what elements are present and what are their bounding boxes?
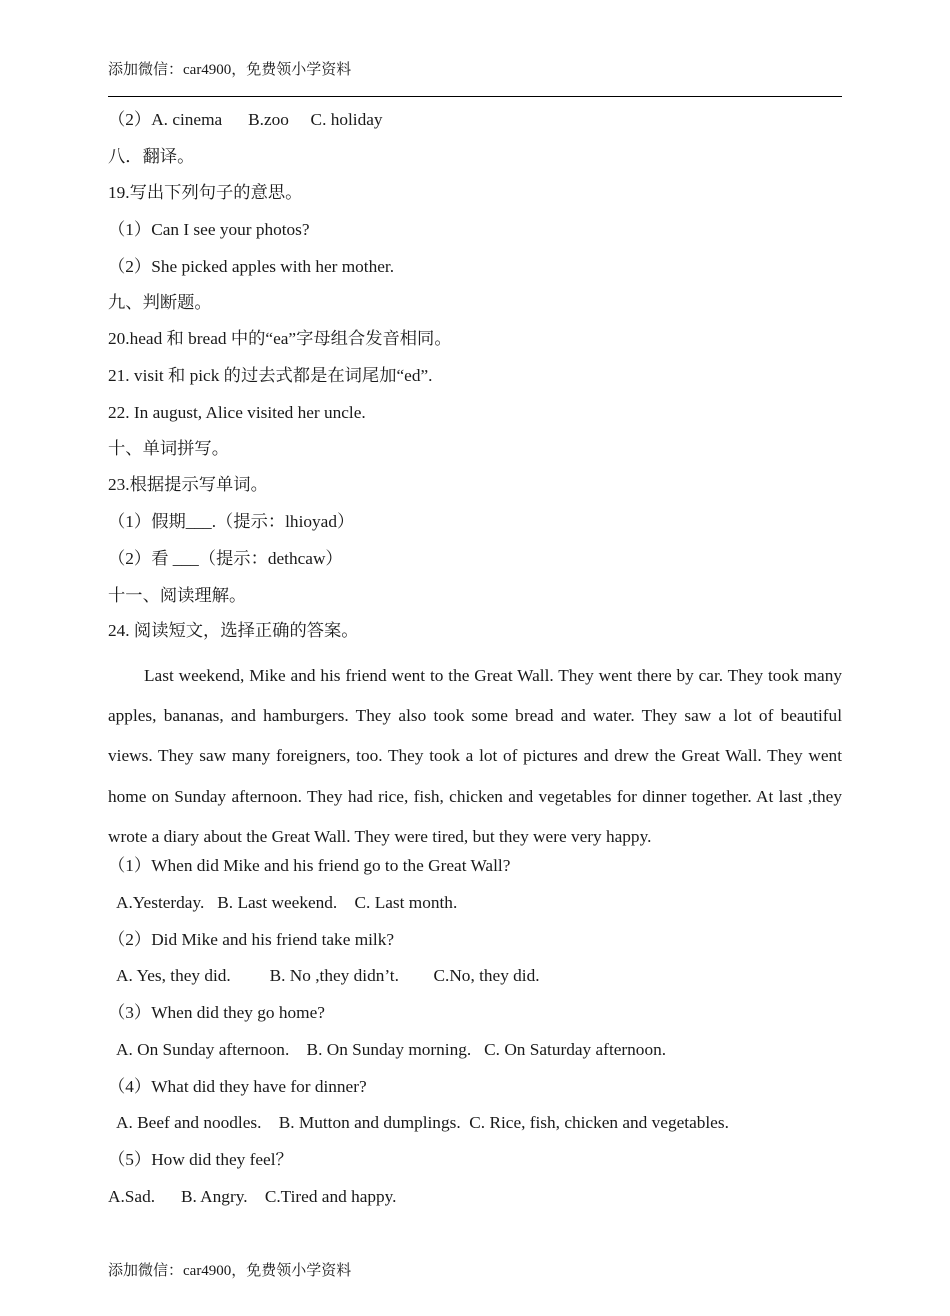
question-23: 23.根据提示写单词。 <box>108 475 268 494</box>
question-21: 21. visit 和 pick 的过去式都是在词尾加“ed”. <box>108 366 433 385</box>
question-23-1: （1）假期___.（提示：lhioyad） <box>108 512 355 531</box>
section-9-heading: 九、判断题。 <box>108 293 212 312</box>
question-24-5-options: A.Sad. B. Angry. C.Tired and happy. <box>108 1187 397 1206</box>
section-11-heading: 十一、阅读理解。 <box>108 586 247 605</box>
question-24: 24. 阅读短文，选择正确的答案。 <box>108 621 359 640</box>
reading-passage: Last weekend, Mike and his friend went to the Great Wall. They went there by car. They took many apples, bananas, and hamburgers. They also took some bread and water. They saw a lot of beautiful views. They saw many foreigners, too. They took a lot of pictures and drew the Great Wall. They went home on Sunday afternoon. They had rice, fish, chicken and vegetables for dinner together. At last ,they wrote a diary about the Great Wall. They were tired, but they were very happy. <box>108 666 842 846</box>
question-24-4: （4）What did they have for dinner? <box>108 1077 367 1096</box>
section-10-heading: 十、单词拼写。 <box>108 439 229 458</box>
question-24-4-options: A. Beef and noodles. B. Mutton and dumplings. C. Rice, fish, chicken and vegetables. <box>116 1113 729 1132</box>
page-header: 添加微信：car4900，免费领小学资料 <box>108 62 352 78</box>
question-18-2-options: （2）A. cinema B.zoo C. holiday <box>108 110 383 129</box>
question-24-1-options: A.Yesterday. B. Last weekend. C. Last month. <box>116 893 458 912</box>
page-footer: 添加微信：car4900，免费领小学资料 <box>108 1263 352 1279</box>
question-24-2-options: A. Yes, they did. B. No ,they didn’t. C.No, they did. <box>116 966 540 985</box>
question-24-3-options: A. On Sunday afternoon. B. On Sunday morning. C. On Saturday afternoon. <box>116 1040 667 1059</box>
question-24-3: （3）When did they go home? <box>108 1003 325 1022</box>
question-24-1: （1）When did Mike and his friend go to the Great Wall? <box>108 856 511 875</box>
question-22: 22. In august, Alice visited her uncle. <box>108 403 366 422</box>
question-19-2: （2）She picked apples with her mother. <box>108 257 395 276</box>
section-8-heading: 八．翻译。 <box>108 147 195 166</box>
header-divider <box>108 96 842 97</box>
question-24-5: （5）How did they feel？ <box>108 1150 293 1169</box>
question-20: 20.head 和 bread 中的“ea”字母组合发音相同。 <box>108 329 452 348</box>
question-19: 19.写出下列句子的意思。 <box>108 183 303 202</box>
question-23-2: （2）看 ___（提示：dethcaw） <box>108 549 343 568</box>
question-19-1: （1）Can I see your photos? <box>108 220 310 239</box>
question-24-2: （2）Did Mike and his friend take milk? <box>108 930 395 949</box>
